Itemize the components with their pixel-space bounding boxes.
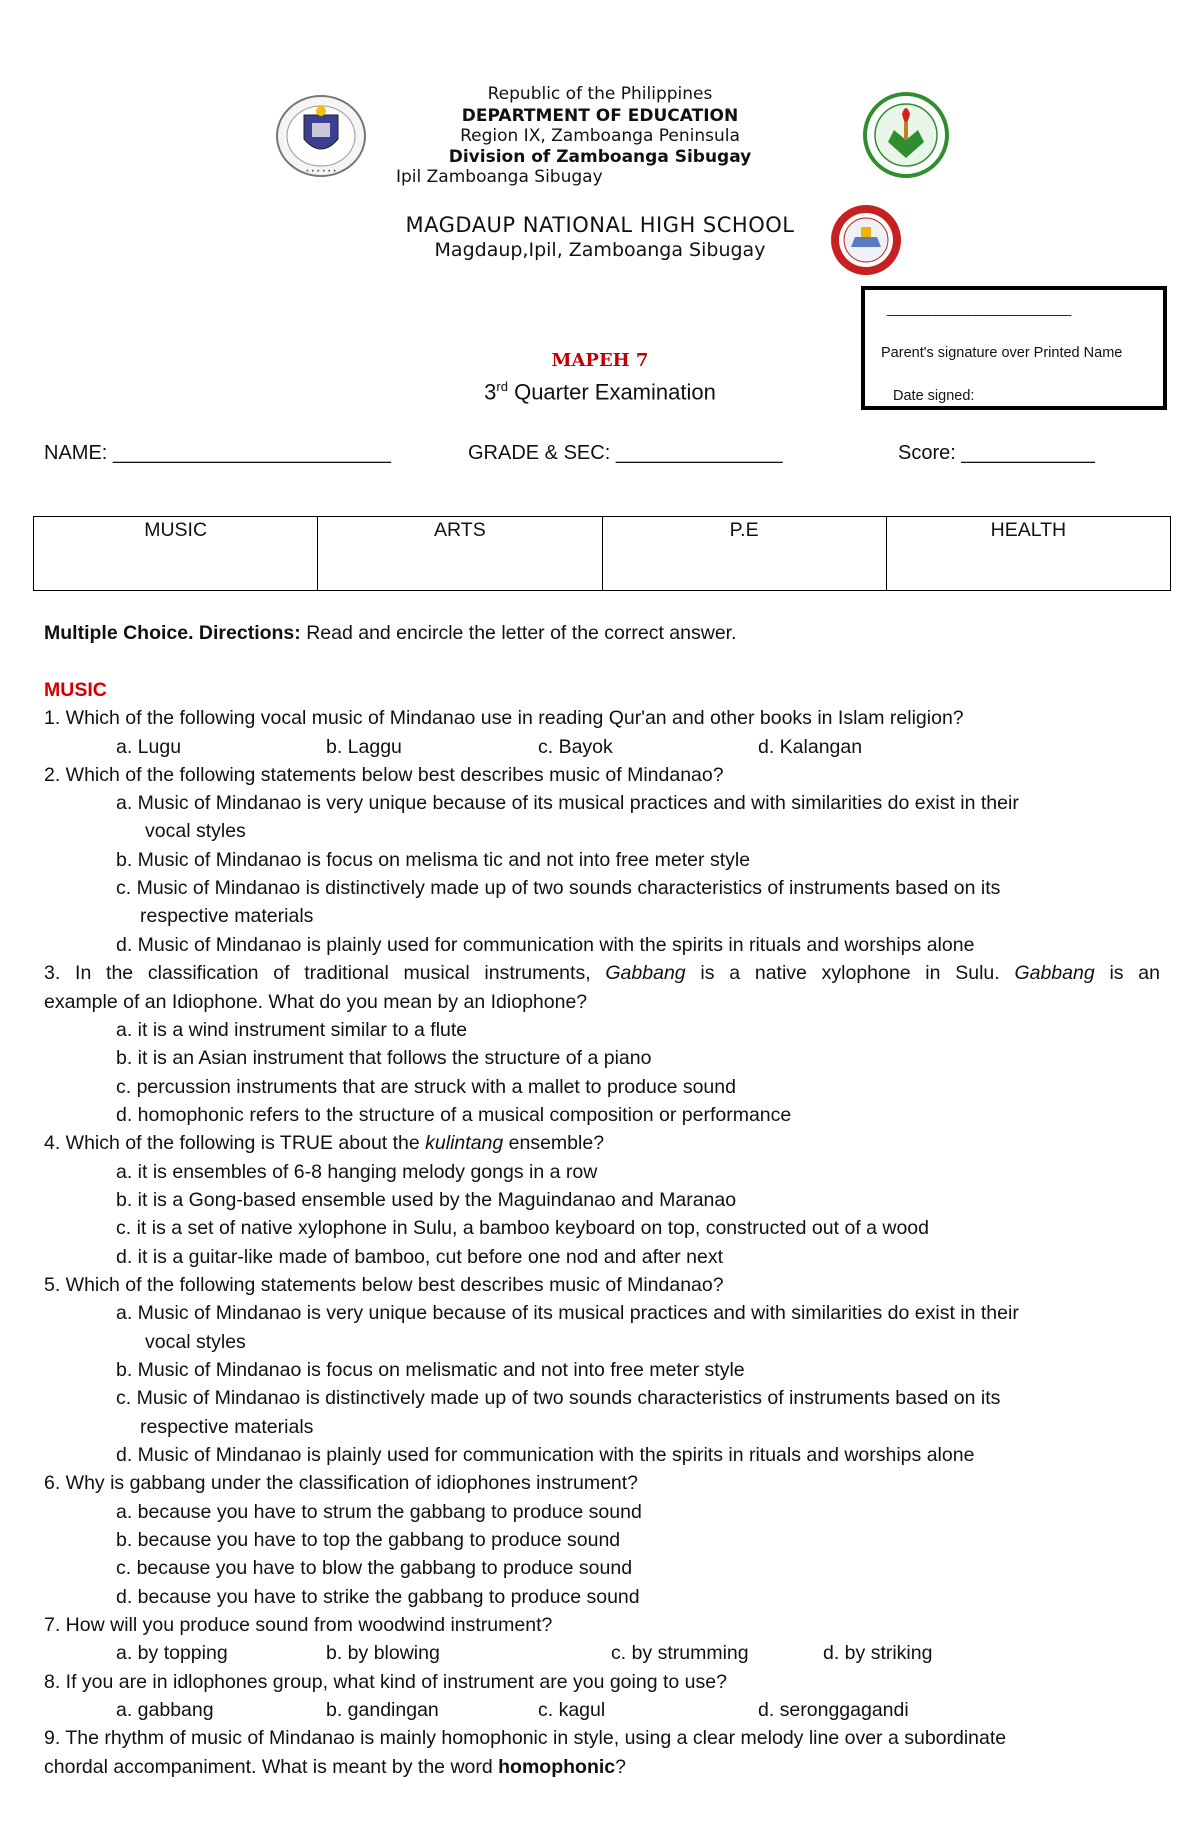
ipil-line: Ipil Zamboanga Sibugay	[396, 167, 603, 187]
q7-option-b[interactable]: b. by blowing	[326, 1642, 440, 1664]
question-3: 3. In the classification of traditional musical instruments, Gabbang is a native xylophone in Sulu. Gabbang is an	[44, 962, 1160, 984]
q8-option-a[interactable]: a. gabbang	[116, 1699, 214, 1721]
question-9: 9. The rhythm of music of Mindanao is mainly homophonic in style, using a clear melody line over a subordinate	[44, 1727, 1007, 1749]
region-line: Region IX, Zamboanga Peninsula	[460, 126, 740, 146]
school-address: Magdaup,Ipil, Zamboanga Sibugay	[434, 239, 766, 261]
q3-option-d[interactable]: d. homophonic refers to the structure of a musical composition or performance	[116, 1104, 792, 1126]
svg-text:• • • • • •: • • • • • •	[305, 168, 337, 175]
name-field[interactable]: NAME: _________________________	[44, 442, 391, 464]
q2-option-d[interactable]: d. Music of Mindanao is plainly used for communication with the spirits in rituals and worships alone	[116, 934, 975, 956]
question-8: 8. If you are in idlophones group, what kind of instrument are you going to use?	[44, 1671, 727, 1693]
table-cell-pe: P.E	[602, 517, 886, 591]
q5-option-c[interactable]: c. Music of Mindanao is distinctively made up of two sounds characteristics of instruments based on its	[116, 1387, 1001, 1409]
q5-option-b[interactable]: b. Music of Mindanao is focus on melismatic and not into free meter style	[116, 1359, 745, 1381]
q2-option-a-cont: vocal styles	[145, 820, 246, 842]
q1-option-d[interactable]: d. Kalangan	[758, 736, 863, 758]
division-line: Division of Zamboanga Sibugay	[448, 147, 752, 167]
q3-option-c[interactable]: c. percussion instruments that are struck with a mallet to produce sound	[116, 1076, 736, 1098]
question-9-cont: chordal accompaniment. What is meant by the word homophonic?	[44, 1756, 626, 1778]
school-name: MAGDAUP NATIONAL HIGH SCHOOL	[405, 213, 795, 237]
table-cell-music: MUSIC	[34, 517, 318, 591]
directions: Multiple Choice. Directions: Read and encircle the letter of the correct answer.	[44, 622, 737, 644]
q5-option-a[interactable]: a. Music of Mindanao is very unique because of its musical practices and with similarities do exist in their	[116, 1302, 1019, 1324]
exam-title: 3rd Quarter Examination	[484, 379, 716, 405]
q4-option-c[interactable]: c. it is a set of native xylophone in Sulu, a bamboo keyboard on top, constructed out of a wood	[116, 1217, 930, 1239]
q1-option-a[interactable]: a. Lugu	[116, 736, 182, 758]
q8-option-c[interactable]: c. kagul	[538, 1699, 606, 1721]
question-6: 6. Why is gabbang under the classification of idiophones instrument?	[44, 1472, 639, 1494]
q7-option-c[interactable]: c. by strumming	[611, 1642, 749, 1664]
q1-option-b[interactable]: b. Laggu	[326, 736, 402, 758]
question-7: 7. How will you produce sound from woodwind instrument?	[44, 1614, 553, 1636]
subject-title: MAPEH 7	[551, 350, 649, 371]
q5-option-a-cont: vocal styles	[145, 1331, 246, 1353]
signature-line: ___________________________	[887, 300, 1071, 316]
q8-option-b[interactable]: b. gandingan	[326, 1699, 439, 1721]
grade-sec-field[interactable]: GRADE & SEC: _______________	[468, 442, 783, 464]
q2-option-a[interactable]: a. Music of Mindanao is very unique because of its musical practices and with similarities do exist in their	[116, 792, 1019, 814]
q6-option-c[interactable]: c. because you have to blow the gabbang to produce sound	[116, 1557, 633, 1579]
section-title-music: MUSIC	[44, 679, 107, 701]
q6-option-b[interactable]: b. because you have to top the gabbang to produce sound	[116, 1529, 621, 1551]
subject-score-table	[33, 516, 1171, 591]
q4-option-b[interactable]: b. it is a Gong-based ensemble used by the Maguindanao and Maranao	[116, 1189, 737, 1211]
q6-option-d[interactable]: d. because you have to strike the gabbang to produce sound	[116, 1586, 640, 1608]
q6-option-a[interactable]: a. because you have to strum the gabbang to produce sound	[116, 1501, 642, 1523]
signature-label: Parent's signature over Printed Name	[881, 345, 1123, 361]
q4-option-a[interactable]: a. it is ensembles of 6-8 hanging melody gongs in a row	[116, 1161, 598, 1183]
q5-option-c-cont: respective materials	[140, 1416, 314, 1438]
q1-option-c[interactable]: c. Bayok	[538, 736, 613, 758]
q3-option-a[interactable]: a. it is a wind instrument similar to a flute	[116, 1019, 468, 1041]
q4-option-d[interactable]: d. it is a guitar-like made of bamboo, cut before one nod and after next	[116, 1246, 724, 1268]
question-2: 2. Which of the following statements below best describes music of Mindanao?	[44, 764, 724, 786]
q2-option-c[interactable]: c. Music of Mindanao is distinctively made up of two sounds characteristics of instruments based on its	[116, 877, 1001, 899]
question-5: 5. Which of the following statements below best describes music of Mindanao?	[44, 1274, 724, 1296]
q5-option-d[interactable]: d. Music of Mindanao is plainly used for communication with the spirits in rituals and worships alone	[116, 1444, 975, 1466]
department-line: DEPARTMENT OF EDUCATION	[461, 106, 739, 126]
q8-option-d[interactable]: d. seronggagandi	[758, 1699, 909, 1721]
q7-option-a[interactable]: a. by topping	[116, 1642, 228, 1664]
question-3-cont: example of an Idiophone. What do you mean by an Idiophone?	[44, 991, 588, 1013]
question-1: 1. Which of the following vocal music of Mindanao use in reading Qur'an and other books in Islam religion?	[44, 707, 964, 729]
score-field[interactable]: Score: ____________	[898, 442, 1095, 464]
date-signed-label: Date signed:	[893, 388, 975, 404]
table-cell-health: HEALTH	[886, 517, 1170, 591]
question-4: 4. Which of the following is TRUE about the kulintang ensemble?	[44, 1132, 605, 1154]
q3-option-b[interactable]: b. it is an Asian instrument that follows the structure of a piano	[116, 1047, 652, 1069]
parent-signature-box	[861, 286, 1167, 410]
q7-option-d[interactable]: d. by striking	[823, 1642, 933, 1664]
q2-option-c-cont: respective materials	[140, 905, 314, 927]
table-cell-arts: ARTS	[318, 517, 602, 591]
q2-option-b[interactable]: b. Music of Mindanao is focus on melisma tic and not into free meter style	[116, 849, 751, 871]
republic-line: Republic of the Philippines	[487, 84, 713, 104]
